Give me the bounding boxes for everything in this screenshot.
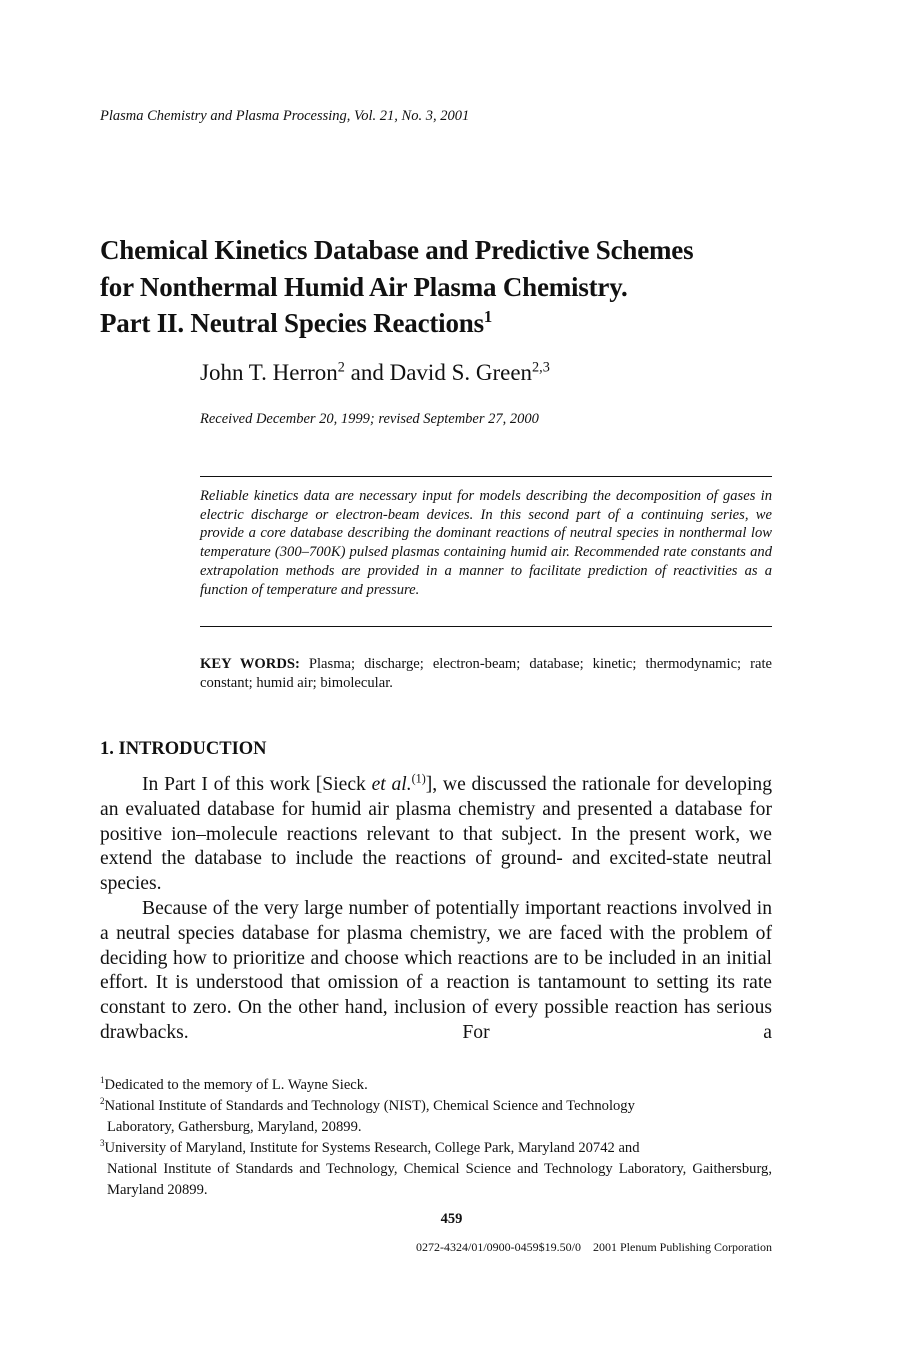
footnote-3 — [100, 1138, 772, 1201]
abstract-bottom-rule — [200, 626, 772, 627]
author-1-affiliation-mark: 2 — [337, 359, 345, 376]
title-line-1: Chemical Kinetics Database and Predictive Schemes — [100, 235, 694, 265]
author-conjunction: and — [344, 360, 390, 385]
title-footnote-mark: 1 — [483, 307, 493, 326]
author-list — [200, 360, 550, 386]
author-1: John T. Herron — [200, 360, 338, 385]
footnote-continuation: National Institute of Standards and Technology, Chemical Science and Technology Laboratory, Gaithersburg, Maryland 20899. — [107, 1161, 772, 1198]
footnote-text: Dedicated to the memory of L. Wayne Sieck. — [104, 1077, 368, 1093]
title-line-3-text: Part II. Neutral Species Reactions — [100, 308, 484, 338]
footnotes — [100, 1075, 772, 1201]
footnote-mark: 1 — [100, 1075, 105, 1086]
paragraph-1-end: ], we discussed the rationale for developing an evaluated database for humid air plasma chemistry and presented a database for positive ion–molecule reactions relevant to that subject. In the present work, we extend the database to include the reactions of ground- and excited-state neutral species. — [100, 774, 772, 895]
author-2-affiliation-mark: 2,3 — [532, 359, 550, 376]
footnote-1 — [100, 1075, 772, 1096]
journal-citation: Plasma Chemistry and Plasma Processing, Vol. 21, No. 3, 2001 — [100, 108, 470, 124]
footnote-mark: 3 — [100, 1138, 105, 1149]
keywords — [200, 655, 772, 693]
received-dates: Received December 20, 1999; revised September 27, 2000 — [200, 411, 539, 427]
copyright-line: 0272-4324/01/0900-0459$19.50/0 2001 Plenum Publishing Corporation — [416, 1240, 772, 1254]
footnote-mark: 2 — [100, 1096, 105, 1107]
paragraph-1 — [100, 773, 772, 897]
body-text — [100, 773, 772, 1046]
footnote-text: National Institute of Standards and Technology (NIST), Chemical Science and Technology — [104, 1098, 635, 1114]
page-number: 459 — [440, 1211, 463, 1227]
keywords-text: Plasma; discharge; electron-beam; database; kinetic; thermodynamic; rate constant; humid air; bimolecular. — [200, 656, 772, 691]
abstract: Reliable kinetics data are necessary input for models describing the decomposition of gases in electric discharge or electron-beam devices. In this second part of a continuing series, we provide a core database describing the dominant reactions of neutral species in nonthermal low temperature (300–700K) pulsed plasmas containing humid air. Recommended rate constants and extrapolation methods are provided in a manner to facilitate prediction of reactivities as a function of temperature and pressure. — [200, 488, 772, 598]
reference-mark: (1) — [411, 771, 426, 786]
title-line-2: for Nonthermal Humid Air Plasma Chemistry. — [100, 271, 628, 302]
footnote-continuation: Laboratory, Gathersburg, Maryland, 20899. — [107, 1119, 362, 1135]
paragraph-2: Because of the very large number of potentially important reactions involved in a neutral species database for plasma chemistry, we are faced with the problem of deciding how to prioritize and choose which reactions are to be included in an initial effort. It is understood that omission of a reaction is tantamount to setting its rate constant to zero. On the other hand, inclusion of every possible reaction has serious drawbacks. For a — [100, 897, 772, 1043]
abstract-top-rule — [200, 476, 772, 477]
keywords-label: KEY WORDS: — [200, 656, 300, 672]
section-heading: 1. INTRODUCTION — [100, 739, 267, 759]
title-line-3 — [100, 305, 693, 342]
paragraph-1-start: In Part I of this work [Sieck — [142, 774, 372, 795]
author-2: David S. Green — [389, 360, 533, 385]
footnote-text: University of Maryland, Institute for Systems Research, College Park, Maryland 20742 and — [104, 1140, 640, 1156]
footnote-2 — [100, 1096, 772, 1138]
paper-title — [100, 232, 693, 342]
citation-et-al: et al. — [371, 774, 412, 795]
